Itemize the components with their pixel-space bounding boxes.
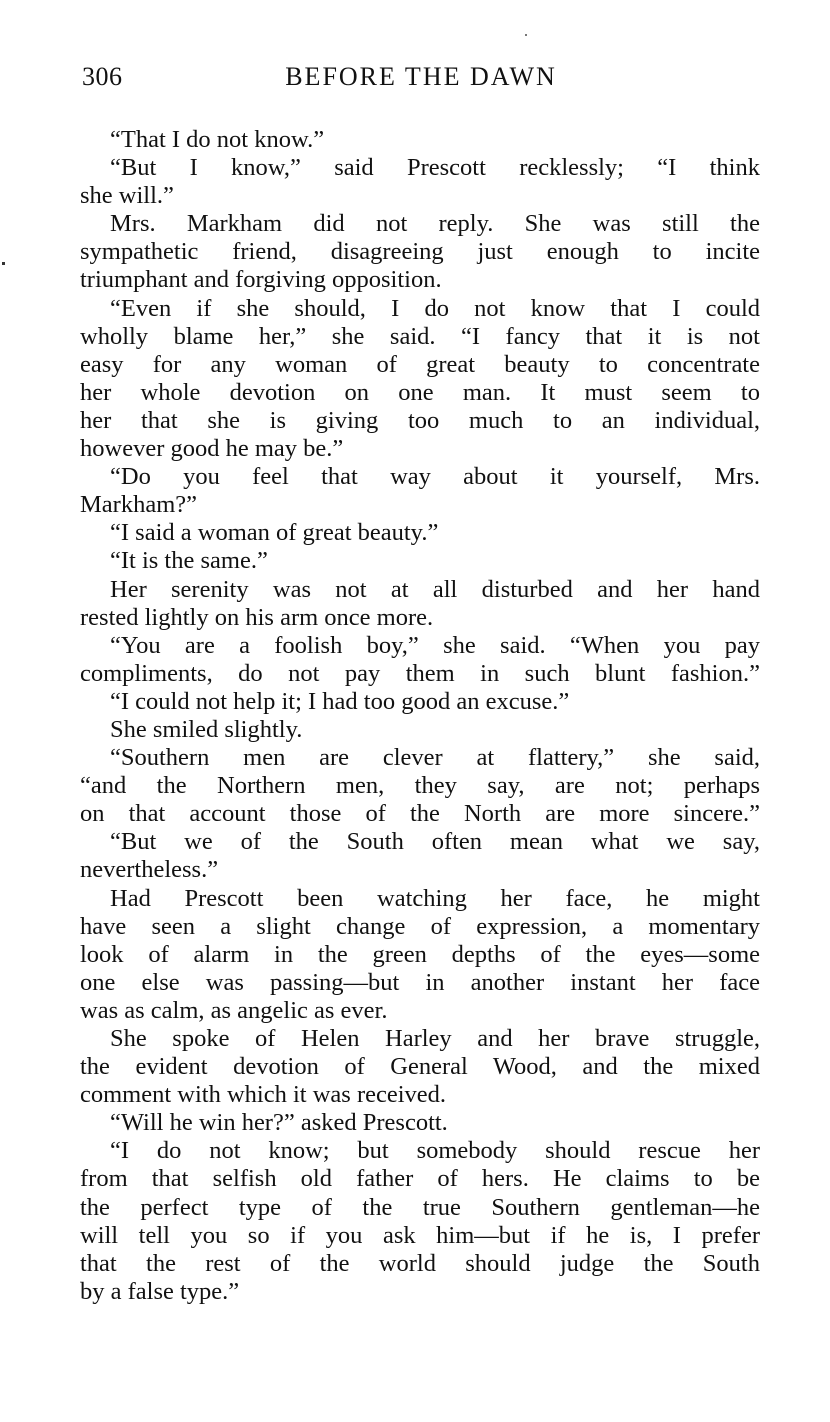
text-line: nevertheless.” — [80, 856, 219, 884]
text-line: she will.” — [80, 182, 174, 210]
text-line: will tell you so if you ask him—but if he is, I prefer — [80, 1221, 760, 1249]
text-line: by a false type.” — [80, 1277, 240, 1305]
text-line: “I could not help it; I had too good an excuse.” — [110, 687, 570, 715]
text-line: easy for any woman of great beauty to concentrate — [80, 350, 760, 378]
text-line: look of alarm in the green depths of the eyes—some — [80, 940, 760, 968]
text-line: “You are a foolish boy,” she said. “When you pay — [110, 631, 760, 659]
text-line: was as calm, as angelic as ever. — [80, 996, 388, 1024]
text-line: the evident devotion of General Wood, and the mixed — [80, 1053, 760, 1081]
text-line: She spoke of Helen Harley and her brave struggle, — [110, 1025, 760, 1052]
body-text — [80, 126, 760, 1306]
text-line: Her serenity was not at all disturbed and her hand — [110, 575, 760, 603]
page-number: 306 — [82, 62, 123, 91]
text-line: rested lightly on his arm once more. — [80, 603, 434, 631]
text-line: “It is the same.” — [110, 547, 268, 575]
text-line: triumphant and forgiving opposition. — [80, 266, 442, 294]
text-line: “But I know,” said Prescott recklessly; “I think — [110, 154, 760, 182]
text-line: on that account those of the North are more sincere.” — [80, 800, 760, 828]
text-line: “I said a woman of great beauty.” — [110, 519, 439, 547]
text-line: “and the Northern men, they say, are not; perhaps — [80, 772, 760, 800]
text-line: She smiled slightly. — [110, 715, 303, 743]
text-line: sympathetic friend, disagreeing just enough to incite — [80, 238, 760, 266]
print-speck — [525, 34, 527, 36]
text-line: “Will he win her?” asked Prescott. — [110, 1109, 448, 1137]
text-line: “Do you feel that way about it yourself, Mrs. — [110, 463, 760, 491]
text-line: “Even if she should, I do not know that I could — [110, 294, 760, 322]
text-line: have seen a slight change of expression, a momentary — [80, 912, 760, 940]
text-line: Mrs. Markham did not reply. She was still the — [110, 210, 760, 238]
text-line: that the rest of the world should judge the South — [80, 1249, 760, 1277]
text-line: however good he may be.” — [80, 435, 344, 463]
text-line: her whole devotion on one man. It must seem to — [80, 378, 760, 406]
text-line: “Southern men are clever at flattery,” she said, — [110, 744, 760, 772]
text-line: compliments, do not pay them in such blunt fashion.” — [80, 659, 760, 687]
text-line: Had Prescott been watching her face, he might — [110, 884, 760, 912]
text-line: “That I do not know.” — [110, 126, 325, 153]
text-line: comment with which it was received. — [80, 1081, 447, 1109]
text-line: “I do not know; but somebody should rescue her — [110, 1137, 760, 1165]
text-line: one else was passing—but in another instant her face — [80, 968, 760, 996]
text-line: from that selfish old father of hers. He claims to be — [80, 1165, 760, 1193]
text-line: wholly blame her,” she said. “I fancy that it is not — [80, 322, 760, 350]
text-line: Markham?” — [80, 491, 197, 519]
margin-speck — [2, 262, 5, 265]
text-line: her that she is giving too much to an individual, — [80, 406, 760, 434]
running-title: BEFORE THE DAWN — [285, 62, 557, 91]
text-line: “But we of the South often mean what we say, — [110, 828, 760, 856]
page-header — [82, 62, 760, 98]
text-line: the perfect type of the true Southern gentleman—he — [80, 1193, 760, 1221]
